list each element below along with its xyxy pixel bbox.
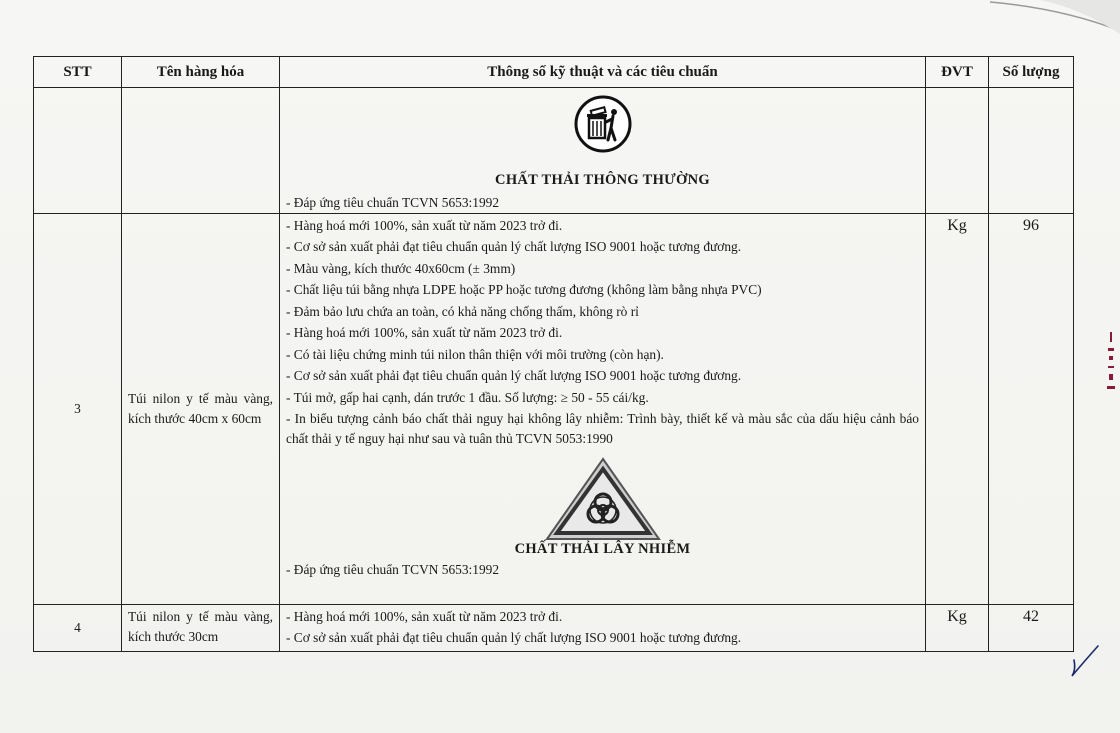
table-row bbox=[34, 88, 1074, 214]
sign-title-general-waste: CHẤT THẢI THÔNG THƯỜNG bbox=[495, 172, 710, 188]
spec-line: - Hàng hoá mới 100%, sản xuất từ năm 2023 trở đi. bbox=[286, 325, 563, 340]
spec-line: - Cơ sở sản xuất phải đạt tiêu chuẩn quản lý chất lượng ISO 9001 hoặc tương đương. bbox=[286, 630, 742, 645]
spec-line: - Cơ sở sản xuất phải đạt tiêu chuẩn quản lý chất lượng ISO 9001 hoặc tương đương. bbox=[286, 239, 742, 254]
item-number: 3 bbox=[74, 400, 81, 416]
cell-unit bbox=[926, 604, 989, 651]
spec-line: - In biểu tượng cảnh báo chất thải nguy hại không lây nhiễm: Trình bày, thiết kế và màu sắc của dấu hiệu cảnh báo chất thải y tế nguy hại như sau và tuân thủ TCVN 5053:1990 bbox=[286, 411, 919, 446]
signature-mark bbox=[1062, 640, 1102, 680]
spec-line: - Túi mở, gấp hai cạnh, dán trước 1 đầu. Số lượng: ≥ 50 - 55 cái/kg. bbox=[286, 389, 649, 405]
product-name: Túi nilon y tế màu vàng, kích thước 40cm x 60cm bbox=[128, 390, 273, 426]
cell-specifications bbox=[280, 604, 926, 651]
cell-stt bbox=[34, 213, 122, 604]
spec-line: - Chất liệu túi bằng nhựa LDPE hoặc PP hoặc tương đương (không làm bằng nhựa PVC) bbox=[286, 282, 762, 297]
unit-value: Kg bbox=[947, 216, 967, 234]
cell-specifications bbox=[280, 88, 926, 214]
spec-line: - Hàng hoá mới 100%, sản xuất từ năm 2023 trở đi. bbox=[286, 217, 563, 233]
spec-line: - Đáp ứng tiêu chuẩn TCVN 5653:1992 bbox=[286, 195, 500, 210]
cell-specifications bbox=[280, 213, 926, 604]
cell-quantity bbox=[989, 213, 1074, 604]
cell-product-name bbox=[122, 88, 280, 214]
spec-line: - Có tài liệu chứng minh túi nilon thân thiện với môi trường (còn hạn). bbox=[286, 346, 664, 362]
quantity-value: 96 bbox=[1023, 216, 1039, 234]
header-product-name: Tên hàng hóa bbox=[122, 57, 280, 88]
cell-stt bbox=[34, 88, 122, 214]
table-row bbox=[34, 604, 1074, 651]
sign-title-infectious-waste: CHẤT THẢI LÂY NHIỄM bbox=[514, 541, 691, 557]
item-number: 4 bbox=[74, 619, 81, 635]
trash-bin-icon bbox=[573, 94, 633, 154]
spec-line: - Cơ sở sản xuất phải đạt tiêu chuẩn quản lý chất lượng ISO 9001 hoặc tương đương. bbox=[286, 368, 742, 383]
product-name: Túi nilon y tế màu vàng, kích thước 30cm bbox=[128, 608, 273, 644]
table-header-row bbox=[34, 57, 1074, 88]
page-corner-fold bbox=[980, 0, 1120, 40]
cell-stt bbox=[34, 604, 122, 651]
header-quantity: Số lượng bbox=[989, 57, 1074, 88]
unit-value: Kg bbox=[947, 607, 967, 625]
quantity-value: 42 bbox=[1023, 607, 1039, 625]
spec-line: - Hàng hoá mới 100%, sản xuất từ năm 2023 trở đi. bbox=[286, 608, 563, 624]
cell-quantity bbox=[989, 88, 1074, 214]
cell-unit bbox=[926, 213, 989, 604]
header-specifications: Thông số kỹ thuật và các tiêu chuẩn bbox=[280, 57, 926, 88]
spec-line: - Màu vàng, kích thước 40x60cm (± 3mm) bbox=[286, 260, 516, 276]
cell-product-name bbox=[122, 604, 280, 651]
table-row bbox=[34, 213, 1074, 604]
header-unit: ĐVT bbox=[926, 57, 989, 88]
spec-line: - Đáp ứng tiêu chuẩn TCVN 5653:1992 bbox=[286, 562, 500, 577]
margin-stamp-mark bbox=[1104, 330, 1118, 400]
cell-quantity bbox=[989, 604, 1074, 651]
cell-unit bbox=[926, 88, 989, 214]
specification-table bbox=[33, 56, 1074, 652]
biohazard-warning-icon bbox=[543, 455, 663, 543]
header-stt: STT bbox=[34, 57, 122, 88]
spec-line: - Đảm bảo lưu chứa an toàn, có khả năng chống thấm, không rò rỉ bbox=[286, 303, 639, 319]
cell-product-name bbox=[122, 213, 280, 604]
